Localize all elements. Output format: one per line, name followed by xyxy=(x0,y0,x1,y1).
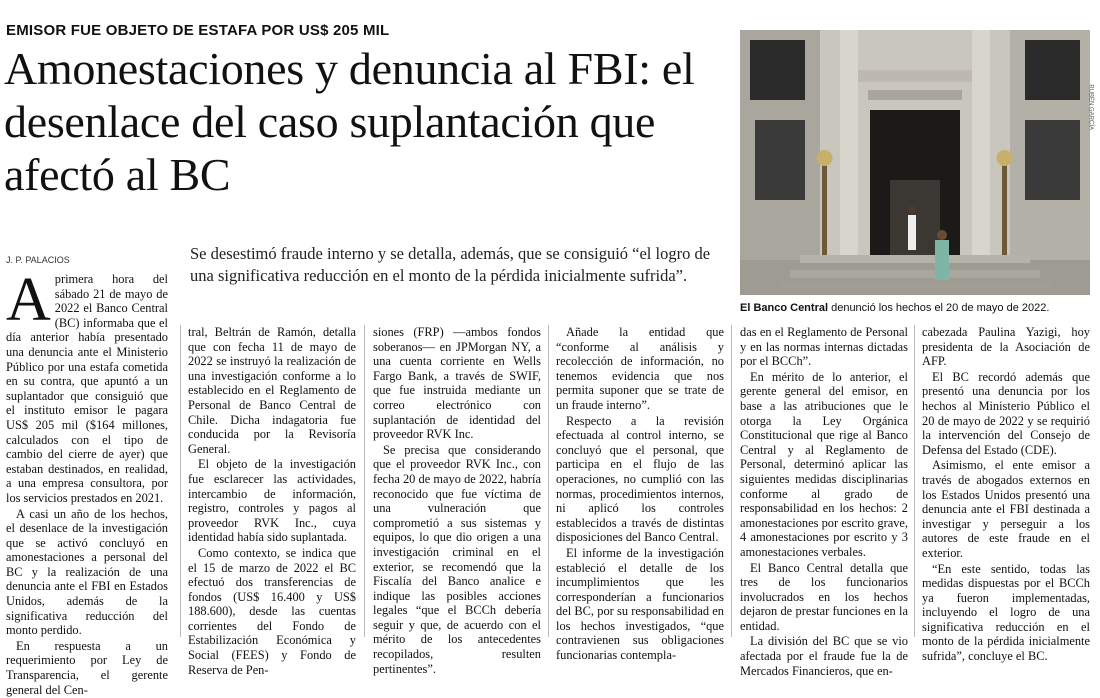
bank-building-photo xyxy=(740,30,1094,295)
caption-text: denunció los hechos el 20 de mayo de 2022. xyxy=(828,302,1050,314)
paragraph: tral, Beltrán de Ramón, detalla que con fecha 11 de mayo de 2022 se instruyó la realización de una investigación conforme a lo establecido en el Reglamento de Personal de Banco Central de Chile. Dicha indagatoria fue conducida por la Revisoría General. xyxy=(188,325,356,456)
article-column-1 xyxy=(6,266,168,698)
paragraph: En mérito de lo anterior, el gerente general del emisor, en base a las atribuciones que le otorga la Ley Orgánica Constitucional que rige al Banco Central y al Reglamento de Personal, determinó aplicar las siguientes medidas disciplinarias conforme al grado de responsabilidad en los hechos: 2 amonestaciones por escrito grave, 4 amonestaciones por escrito y 3 amonestaciones verbales. xyxy=(740,369,908,559)
column-divider xyxy=(364,325,365,637)
paragraph: Se precisa que considerando que el proveedor RVK Inc., con fecha 20 de mayo de 2022, habría reconocido que fue víctima de una vulneración que comprometió a sus sistemas y equipos, lo que dio origen a una investigación criminal en el exterior, se recomendó que la Fiscalía del Banco analice e indique las posibles acciones legales “que el BCCh debería seguir y que, de acuerdo con el mérito de los antecedentes recopilados, resulten pertinentes”. xyxy=(373,442,541,676)
caption-bold: El Banco Central xyxy=(740,302,829,314)
photo-caption xyxy=(740,302,1090,314)
article-column-4 xyxy=(556,325,724,664)
paragraph: Añade la entidad que “conforme al análisis y recolección de información, no tenemos evidencia que nos permita suponer que se trate de un fraude interno”. xyxy=(556,325,724,412)
paragraph: En respuesta a un requerimiento por Ley de Transparencia, el gerente general del Cen- xyxy=(6,638,168,697)
subhead: Se desestimó fraude interno y se detalla, además, que se consiguió “el logro de una significativa reducción en el monto de la pérdida inicialmente sufrida”. xyxy=(190,244,711,285)
photo-credit: RUBÉN GARCÍA xyxy=(1088,84,1094,130)
headline: Amonestaciones y denuncia al FBI: el desenlace del caso suplantación que afectó al BC xyxy=(4,43,695,200)
paragraph: Asimismo, el ente emisor a través de abogados externos en los Estados Unidos presentó una denuncia ante el FBI destinada a investigar y perseguir a los autores de este fraude en el exterior. xyxy=(922,458,1090,560)
paragraph: La división del BC que se vio afectada por el fraude fue la de Mercados Financieros, que en- xyxy=(740,634,908,678)
article-column-2 xyxy=(188,325,356,678)
paragraph: cabezada Paulina Yazigi, hoy presidenta de la Asociación de AFP. xyxy=(922,325,1090,369)
paragraph: El BC recordó además que presentó una denuncia por los hechos al Ministerio Público el 20 de mayo de 2022 y se requirió la intervención del Consejo de Defensa del Estado (CDE). xyxy=(922,369,1090,457)
drop-cap: A xyxy=(6,266,51,334)
article-column-3 xyxy=(373,325,541,677)
byline: J. P. PALACIOS xyxy=(6,255,70,265)
column-divider xyxy=(548,325,549,637)
article-column-5 xyxy=(740,325,908,679)
paragraph xyxy=(6,266,168,506)
paragraph: A casi un año de los hechos, el desenlace de la investigación que se activó concluyó en amonestaciones a personal del BC y la realización de una denuncia ante el FBI en Estados Unidos, además de la significativa reducción del monto perdido. xyxy=(6,506,168,638)
paragraph: siones (FRP) —ambos fondos soberanos— en JPMorgan NY, a una cuenta corriente en Wells Fargo Bank, a través de SWIF, que fue instruida mediante un correo electrónico con suplantación de identidad del proveedor RVK Inc. xyxy=(373,325,541,442)
paragraph: El Banco Central detalla que tres de los funcionarios involucrados en los hechos dejaron de prestar funciones en la entidad. xyxy=(740,560,908,633)
column-divider xyxy=(914,325,915,637)
paragraph-text: primera hora del sábado 21 de mayo de 2022 el Banco Central (BC) informaba que el día anterior había presentado una denuncia ante el Ministerio Público por una estafa cometida en su contra, que apuntó a un suplantador que consiguió que el instituto emisor le pagara US$ 205 mil ($164 millones, calculados con el tipo de cambio del cierre de ayer) que estaban destinados, en realidad, a una empresa consultora, por los servicios prestados en 2021. xyxy=(6,272,168,505)
kicker: EMISOR FUE OBJETO DE ESTAFA POR US$ 205 MIL xyxy=(6,22,390,39)
paragraph: “En este sentido, todas las medidas dispuestas por el BCCh ya fueron implementadas, incluyendo el logro de una significativa reducción en el monto de la pérdida inicialmente sufrida”, concluye el BC. xyxy=(922,561,1090,664)
bank-building-illustration xyxy=(740,30,1090,295)
paragraph: das en el Reglamento de Personal y en las normas internas dictadas por el BCCh”. xyxy=(740,325,908,369)
column-divider xyxy=(731,325,732,637)
paragraph: El objeto de la investigación fue esclarecer las actividades, intercambio de información, registro, controles y pagos al proveedor RVK Inc., cuya identidad había sido suplantada. xyxy=(188,457,356,545)
paragraph: Como contexto, se indica que el 15 de marzo de 2022 el BC efectuó dos transferencias de fondos (US$ 16.400 y US$ 188.600), desde las cuentas corrientes del Fondo de Estabilización Económica y Social (FEES) y Fondo de Reserva de Pen- xyxy=(188,545,356,677)
paragraph: Respecto a la revisión efectuada al control interno, se concluyó que el personal, que participa en el flujo de las operaciones, no cumplió con las normas, procedimientos internos, ni aplicó los controles establecidos a través de distintas disposiciones del Banco Central. xyxy=(556,413,724,545)
paragraph: El informe de la investigación estableció el detalle de los incumplimientos que les corresponderían a funcionarios del BC, por su responsabilidad en los hechos investigados, “que contravienen sus obligaciones funcionarias contempla- xyxy=(556,545,724,663)
article-column-6 xyxy=(922,325,1090,665)
column-divider xyxy=(180,325,181,637)
